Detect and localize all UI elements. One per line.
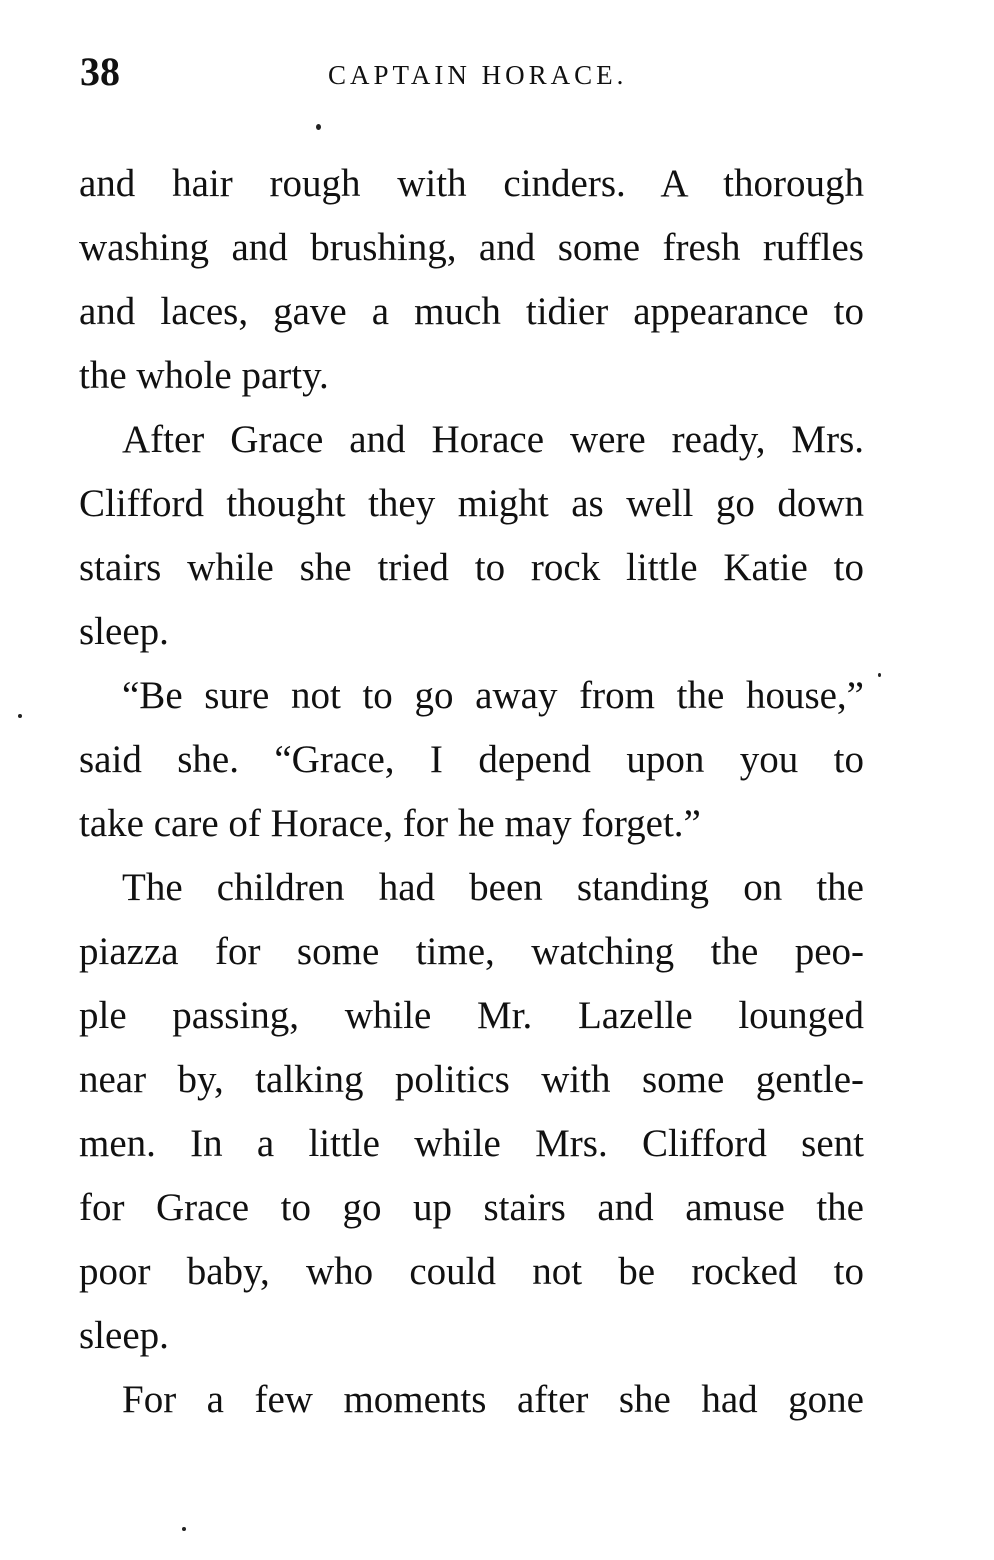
text-line: stairs while she tried to rock little Katie to — [79, 546, 864, 589]
text-line: Clifford thought they might as well go down — [79, 482, 864, 525]
text-line: men. In a little while Mrs. Clifford sent — [79, 1122, 864, 1165]
ink-speck — [316, 124, 321, 130]
text-line: sleep. — [79, 610, 169, 653]
text-line: After Grace and Horace were ready, Mrs. — [122, 418, 864, 461]
text-line: For a few moments after she had gone — [122, 1378, 864, 1421]
text-line: for Grace to go up stairs and amuse the — [79, 1186, 864, 1229]
text-line: and hair rough with cinders. A thorough — [79, 162, 864, 205]
text-line: poor baby, who could not be rocked to — [79, 1250, 864, 1293]
text-line: piazza for some time, watching the peo- — [79, 930, 864, 973]
text-line: near by, talking politics with some gentle- — [79, 1058, 864, 1101]
text-line: “Be sure not to go away from the house,” — [122, 674, 864, 717]
text-line: ple passing, while Mr. Lazelle lounged — [79, 994, 864, 1037]
page-number: 38 — [80, 49, 120, 94]
text-line: sleep. — [79, 1314, 169, 1357]
text-line: washing and brushing, and some fresh ruffles — [79, 226, 864, 269]
ink-speck — [878, 673, 881, 677]
ink-speck — [182, 1527, 186, 1531]
text-line: take care of Horace, for he may forget.” — [79, 802, 701, 845]
running-title: CAPTAIN HORACE. — [328, 60, 628, 90]
text-line: the whole party. — [79, 354, 329, 397]
ink-speck — [18, 714, 22, 718]
text-line: The children had been standing on the — [122, 866, 864, 909]
text-line: said she. “Grace, I depend upon you to — [79, 738, 864, 781]
text-line: and laces, gave a much tidier appearance to — [79, 290, 864, 333]
